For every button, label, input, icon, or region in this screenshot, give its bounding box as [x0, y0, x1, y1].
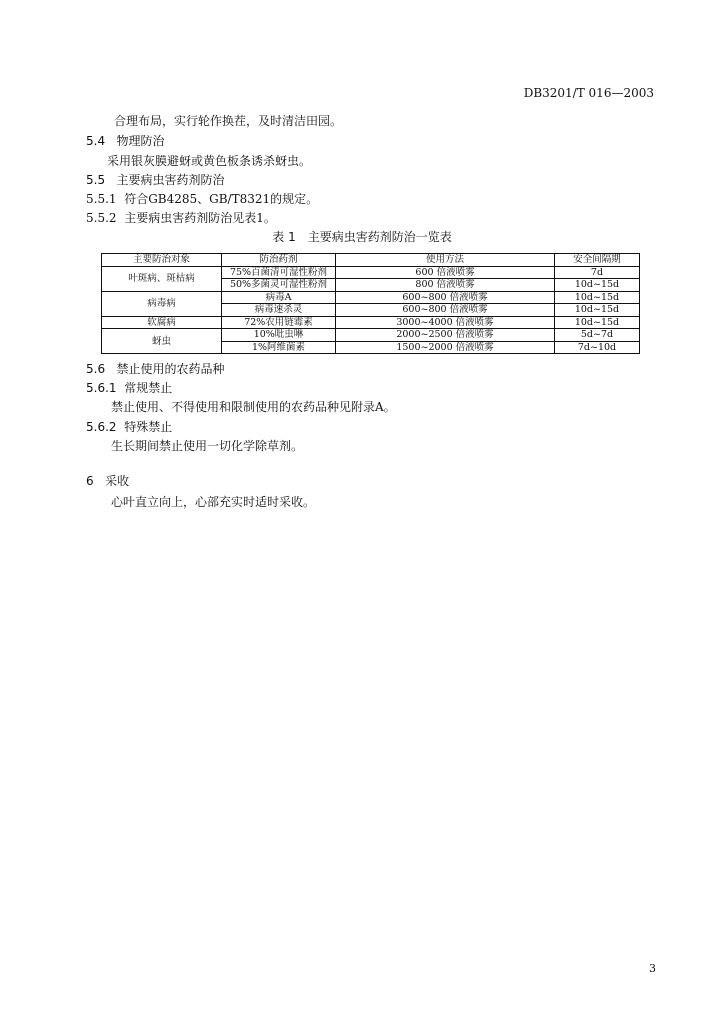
- target-cell: 软腐病: [102, 316, 222, 329]
- agent-cell: 75%百菌清可湿性粉剂: [222, 266, 336, 279]
- section-5-4-text: 采用银灰膜避蚜或黄色板条诱杀蚜虫。: [107, 154, 312, 168]
- method-cell: 600 倍液喷雾: [336, 266, 555, 279]
- paragraph-continuation: 合理布局，实行轮作换茬，及时清洁田园。: [114, 114, 343, 128]
- section-5-6-1-text: 禁止使用、不得使用和限制使用的农药品种见附录A。: [111, 400, 396, 414]
- table-header-cell: 使用方法: [336, 254, 555, 267]
- method-cell: 1500~2000 倍液喷雾: [336, 341, 555, 354]
- method-cell: 600~800 倍液喷雾: [336, 291, 555, 304]
- section-number: 5.5: [86, 173, 106, 187]
- section-5-5-heading: [86, 171, 225, 188]
- interval-cell: 10d~15d: [555, 316, 640, 329]
- section-5-6-1-heading: [86, 379, 172, 396]
- interval-cell: 10d~15d: [555, 291, 640, 304]
- document-code: DB3201/T 016—2003: [523, 86, 654, 100]
- section-number: 5.6.1: [86, 381, 117, 395]
- clause-number: 5.5.2: [86, 211, 117, 225]
- agent-cell: 病毒A: [222, 291, 336, 304]
- section-title: 特殊禁止: [124, 420, 173, 434]
- target-cell: 病毒病: [102, 291, 222, 316]
- section-number: 5.6.2: [86, 420, 117, 434]
- table-caption: 表 1 主要病虫害药剂防治一览表: [272, 230, 452, 244]
- section-number: 5.4: [86, 134, 106, 148]
- section-title: 禁止使用的农药品种: [116, 362, 225, 376]
- method-cell: 2000~2500 倍液喷雾: [336, 329, 555, 342]
- agent-cell: 病毒速杀灵: [222, 304, 336, 317]
- section-5-6-2-text: 生长期间禁止使用一切化学除草剂。: [111, 439, 304, 453]
- agent-cell: 50%多菌灵可湿性粉剂: [222, 279, 336, 292]
- interval-cell: 7d~10d: [555, 341, 640, 354]
- section-5-6-heading: [86, 360, 225, 377]
- table-header-cell: 安全间隔期: [555, 254, 640, 267]
- pest-control-table: [101, 253, 640, 354]
- section-title: 常规禁止: [124, 381, 173, 395]
- section-5-4-heading: [86, 132, 165, 149]
- table-header-cell: 主要防治对象: [102, 254, 222, 267]
- table-row: [102, 291, 640, 304]
- section-title: 物理防治: [116, 134, 165, 148]
- table-row: [102, 316, 640, 329]
- clause-text: 主要病虫害药剂防治见表1。: [124, 211, 276, 225]
- clause-number: 5.5.1: [86, 192, 117, 206]
- clause-text: 符合GB4285、GB/T8321的规定。: [124, 192, 319, 206]
- section-5-6-2-heading: [86, 418, 172, 435]
- interval-cell: 5d~7d: [555, 329, 640, 342]
- interval-cell: 10d~15d: [555, 279, 640, 292]
- table-row: [102, 266, 640, 279]
- section-6-text: 心叶直立向上，心部充实时适时采收。: [111, 495, 316, 509]
- section-title: 主要病虫害药剂防治: [116, 173, 225, 187]
- target-cell: 叶斑病、斑枯病: [102, 266, 222, 291]
- method-cell: 3000~4000 倍液喷雾: [336, 316, 555, 329]
- agent-cell: 1%阿维菌素: [222, 341, 336, 354]
- clause-5-5-2: [86, 209, 276, 226]
- agent-cell: 72%农用链霉素: [222, 316, 336, 329]
- interval-cell: 7d: [555, 266, 640, 279]
- target-cell: 蚜虫: [102, 329, 222, 354]
- interval-cell: 10d~15d: [555, 304, 640, 317]
- page-number: 3: [649, 962, 656, 975]
- table-row: [102, 329, 640, 342]
- section-number: 5.6: [86, 362, 106, 376]
- method-cell: 800 倍液喷雾: [336, 279, 555, 292]
- agent-cell: 10%吡虫啉: [222, 329, 336, 342]
- section-title: 采收: [105, 474, 130, 488]
- table-header-row: [102, 254, 640, 267]
- section-number: 6: [86, 474, 94, 488]
- method-cell: 600~800 倍液喷雾: [336, 304, 555, 317]
- section-6-heading: [86, 472, 129, 489]
- table-header-cell: 防治药剂: [222, 254, 336, 267]
- clause-5-5-1: [86, 190, 318, 207]
